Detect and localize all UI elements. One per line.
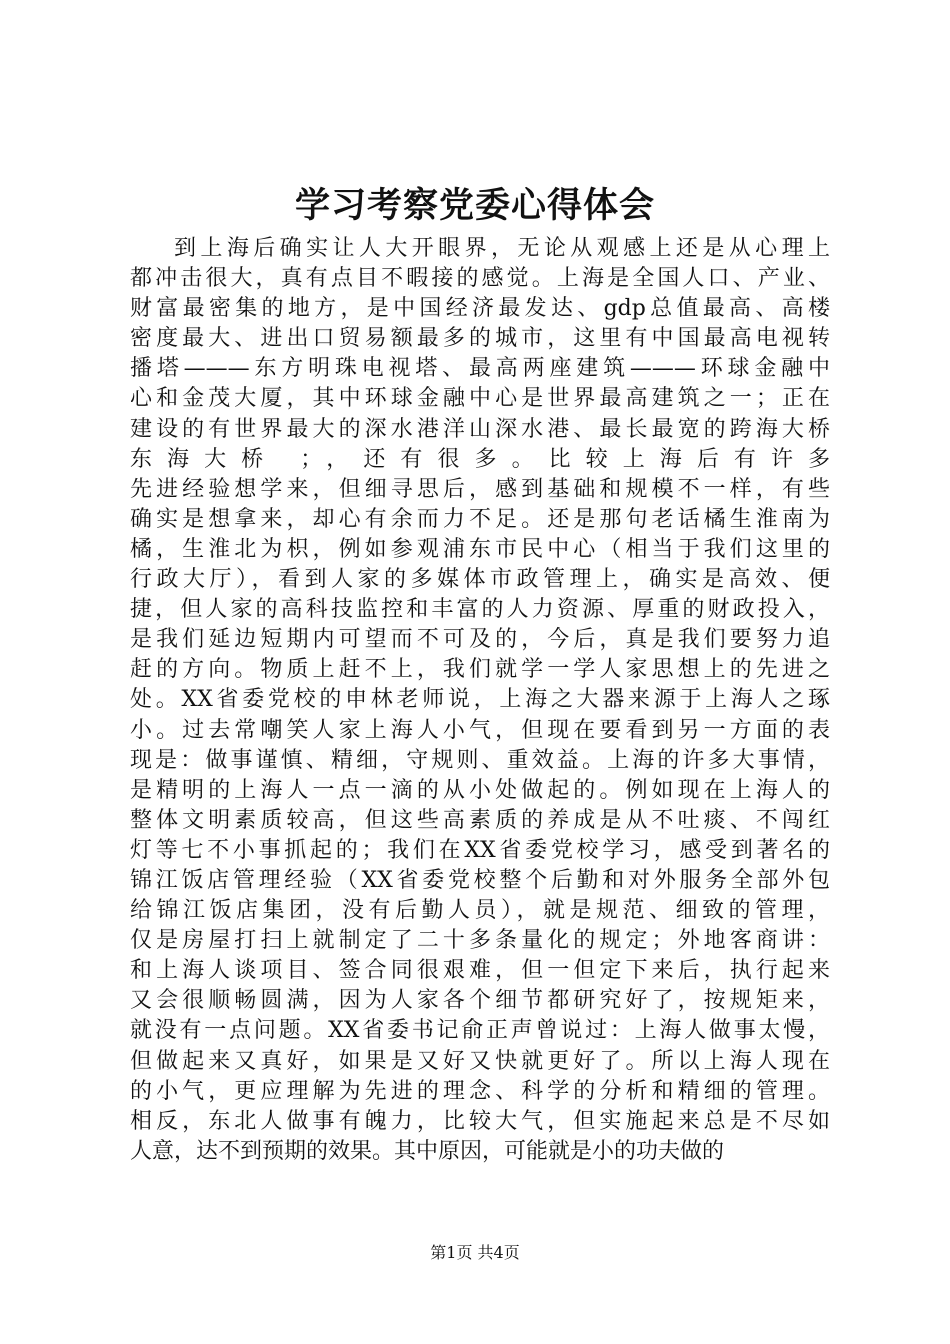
paragraph-line: 是精明的上海人一点一滴的从小处做起的。例如现在上海人的 bbox=[130, 777, 830, 803]
paragraph-line: 播塔———东方明珠电视塔、最高两座建筑———环球金融中 bbox=[130, 356, 830, 382]
paragraph-line: 给锦江饭店集团，没有后勤人员），就是规范、细致的管理， bbox=[130, 898, 830, 924]
paragraph-line: 心和金茂大厦，其中环球金融中心是世界最高建筑之一；正在 bbox=[130, 386, 830, 412]
paragraph-line: 东海大桥 ；，还有很多。比较上海后有许多 bbox=[130, 446, 830, 472]
paragraph-line: 行政大厅），看到人家的多媒体市政管理上，确实是高效、便 bbox=[130, 567, 830, 593]
paragraph-line: 就没有一点问题。XX省委书记俞正声曾说过：上海人做事太慢， bbox=[130, 1018, 830, 1044]
paragraph-line: 都冲击很大，真有点目不暇接的感觉。上海是全国人口、产业、 bbox=[130, 266, 830, 292]
paragraph-line: 整体文明素质较高，但这些高素质的养成是从不吐痰、不闯红 bbox=[130, 807, 830, 833]
paragraph-line: 和上海人谈项目、签合同很艰难，但一但定下来后，执行起来 bbox=[130, 958, 830, 984]
paragraph-line: 是我们延边短期内可望而不可及的，今后，真是我们要努力追 bbox=[130, 627, 830, 653]
paragraph-line: 灯等七不小事抓起的；我们在XX省委党校学习，感受到著名的 bbox=[130, 837, 830, 863]
paragraph-line: 小。过去常嘲笑人家上海人小气，但现在要看到另一方面的表 bbox=[130, 717, 830, 743]
paragraph-line: 捷，但人家的高科技监控和丰富的人力资源、厚重的财政投入， bbox=[130, 597, 830, 623]
document-body bbox=[130, 234, 830, 1167]
paragraph-line: 相反，东北人做事有魄力，比较大气，但实施起来总是不尽如 bbox=[130, 1108, 830, 1134]
paragraph-line: 建设的有世界最大的深水港洋山深水港、最长最宽的跨海大桥 bbox=[130, 416, 830, 442]
paragraph-line: 确实是想拿来，却心有余而力不足。还是那句老话橘生淮南为 bbox=[130, 506, 830, 532]
paragraph-line: 人意，达不到预期的效果。其中原因，可能就是小的功夫做的 bbox=[130, 1138, 725, 1164]
paragraph-line: 锦江饭店管理经验（XX省委党校整个后勤和对外服务全部外包 bbox=[130, 867, 830, 893]
paragraph-line: 的小气，更应理解为先进的理念、科学的分析和精细的管理。 bbox=[130, 1078, 830, 1104]
paragraph-line: 但做起来又真好，如果是又好又快就更好了。所以上海人现在 bbox=[130, 1048, 830, 1074]
paragraph-line: 财富最密集的地方，是中国经济最发达、gdp总值最高、高楼 bbox=[130, 296, 830, 322]
paragraph-line: 仅是房屋打扫上就制定了二十多条量化的规定；外地客商讲： bbox=[130, 928, 830, 954]
document-title: 学习考察党委心得体会 bbox=[294, 185, 655, 226]
paragraph-line: 到上海后确实让人大开眼界，无论从观感上还是从心理上 bbox=[174, 236, 830, 261]
paragraph-line: 又会很顺畅圆满，因为人家各个细节都研究好了，按规矩来， bbox=[130, 988, 830, 1014]
paragraph-line: 先进经验想学来，但细寻思后，感到基础和规模不一样，有些 bbox=[130, 476, 830, 502]
paragraph-line: 处。XX省委党校的申林老师说，上海之大器来源于上海人之琢 bbox=[130, 687, 830, 713]
paragraph-line: 现是：做事谨慎、精细，守规则、重效益。上海的许多大事情， bbox=[130, 747, 830, 773]
paragraph-line: 密度最大、进出口贸易额最多的城市，这里有中国最高电视转 bbox=[130, 326, 830, 352]
page-footer: 第1页 共4页 bbox=[430, 1243, 520, 1262]
paragraph-line: 橘，生淮北为枳，例如参观浦东市民中心（相当于我们这里的 bbox=[130, 536, 830, 562]
paragraph-line: 赶的方向。物质上赶不上，我们就学一学人家思想上的先进之 bbox=[130, 657, 830, 683]
